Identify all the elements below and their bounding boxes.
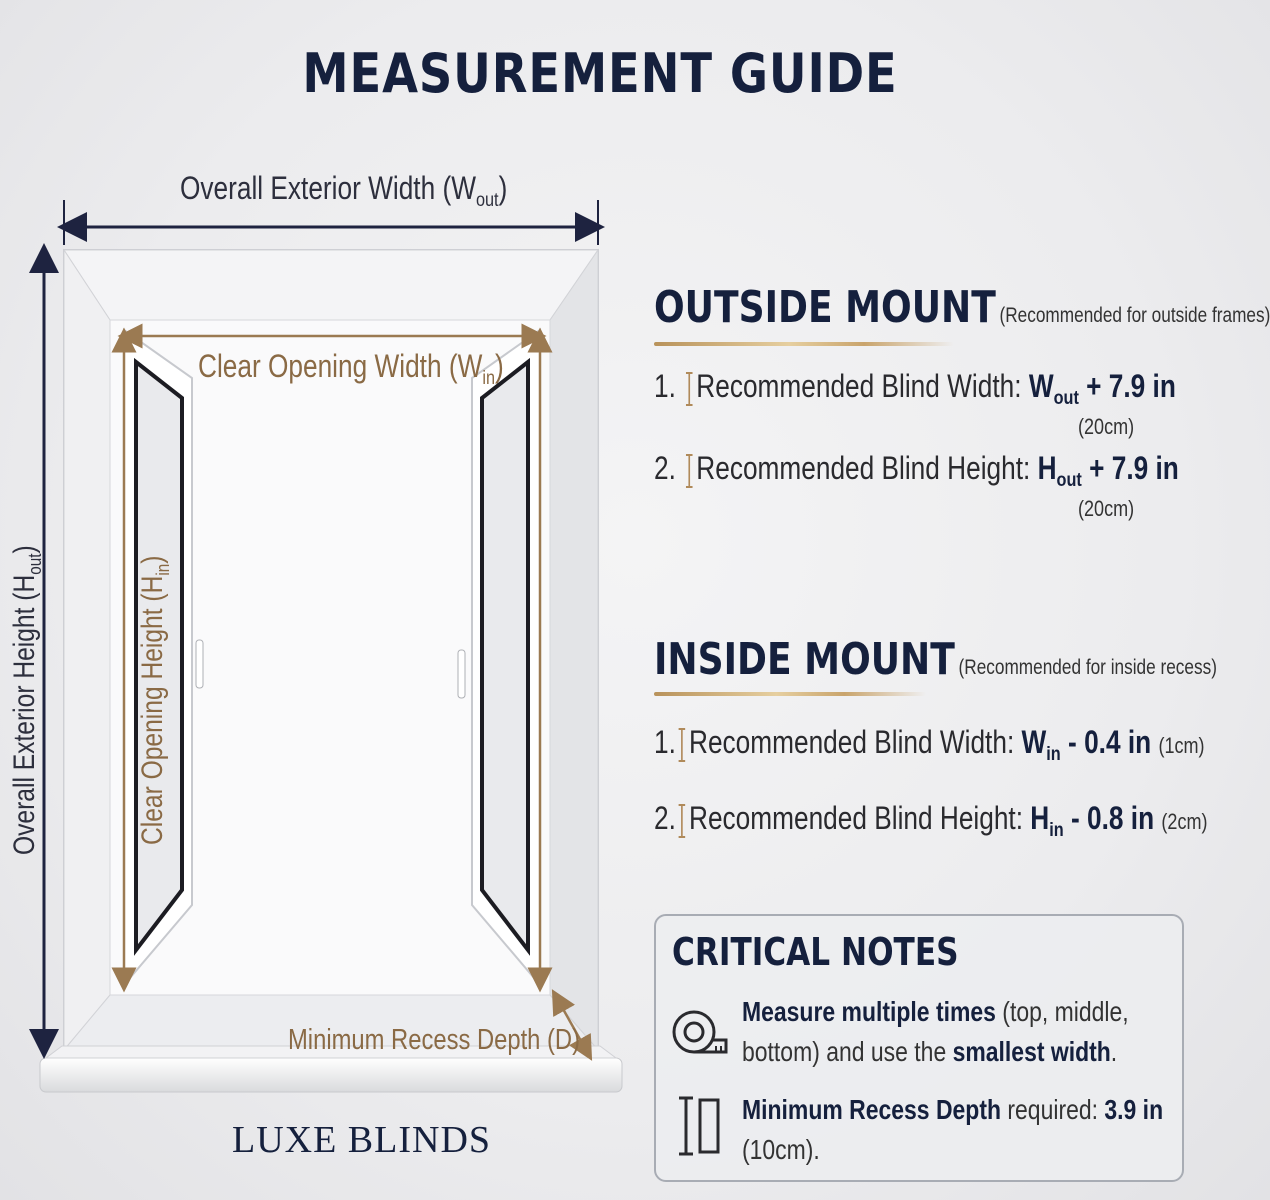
outside-mount-header bbox=[654, 282, 1270, 333]
overall-width-label: Overall Exterior Width $(W_{out})$ bbox=[180, 170, 508, 211]
outside-mount-note: (Recommended for outside frames) bbox=[999, 304, 1270, 327]
critical-notes-heading: CRITICAL NOTES bbox=[672, 930, 959, 974]
brand-logo-text: LUXE BLINDS bbox=[232, 1119, 492, 1161]
height-tick-icon bbox=[685, 452, 693, 490]
outside-height-row: 2. Recommended Blind Height: $H_{out} + 7.9$ in bbox=[654, 450, 1179, 491]
outside-mount-rule bbox=[654, 342, 954, 346]
inside-mount-note: (Recommended for inside recess) bbox=[958, 656, 1217, 679]
inside-mount-header bbox=[654, 634, 1217, 685]
note-min-recess-depth: Minimum Recess Depth required: 3.9 in (10cm). bbox=[742, 1094, 1164, 1165]
height-tick-icon bbox=[678, 802, 686, 840]
inside-mount-rule bbox=[654, 692, 926, 696]
outside-width-row: 1. Recommended Blind Width: $W_{out} + 7.9$ in bbox=[654, 368, 1176, 409]
inside-width-row: 1. Recommended Blind Width: $W_{in} - 0.4$ in (1cm) bbox=[654, 724, 1205, 765]
page-title: MEASUREMENT GUIDE bbox=[302, 42, 898, 105]
tape-measure-icon bbox=[668, 1002, 730, 1064]
recess-depth-label: Minimum Recess Depth (D) bbox=[288, 1024, 581, 1056]
outside-mount-heading: OUTSIDE MOUNT bbox=[654, 282, 996, 333]
height-tick-icon bbox=[678, 726, 686, 764]
recess-depth-icon bbox=[676, 1094, 724, 1158]
clear-width-label: Clear Opening Width $(W_{in})$ bbox=[198, 348, 504, 389]
inside-height-row: 2. Recommended Blind Height: $H_{in} - 0.8$ in (2cm) bbox=[654, 800, 1208, 841]
outside-width-metric: (20cm) bbox=[1078, 414, 1135, 439]
height-tick-icon bbox=[685, 370, 693, 408]
outside-height-metric: (20cm) bbox=[1078, 496, 1135, 521]
clear-height-label: Clear Opening Height $(H_{in})$ bbox=[136, 555, 173, 845]
overall-height-label: Overall Exterior Height $(H_{out})$ bbox=[8, 545, 45, 855]
inside-mount-heading: INSIDE MOUNT bbox=[654, 634, 955, 685]
note-measure-multiple: Measure multiple times (top, middle, bottom) and use the smallest width. bbox=[742, 996, 1129, 1067]
